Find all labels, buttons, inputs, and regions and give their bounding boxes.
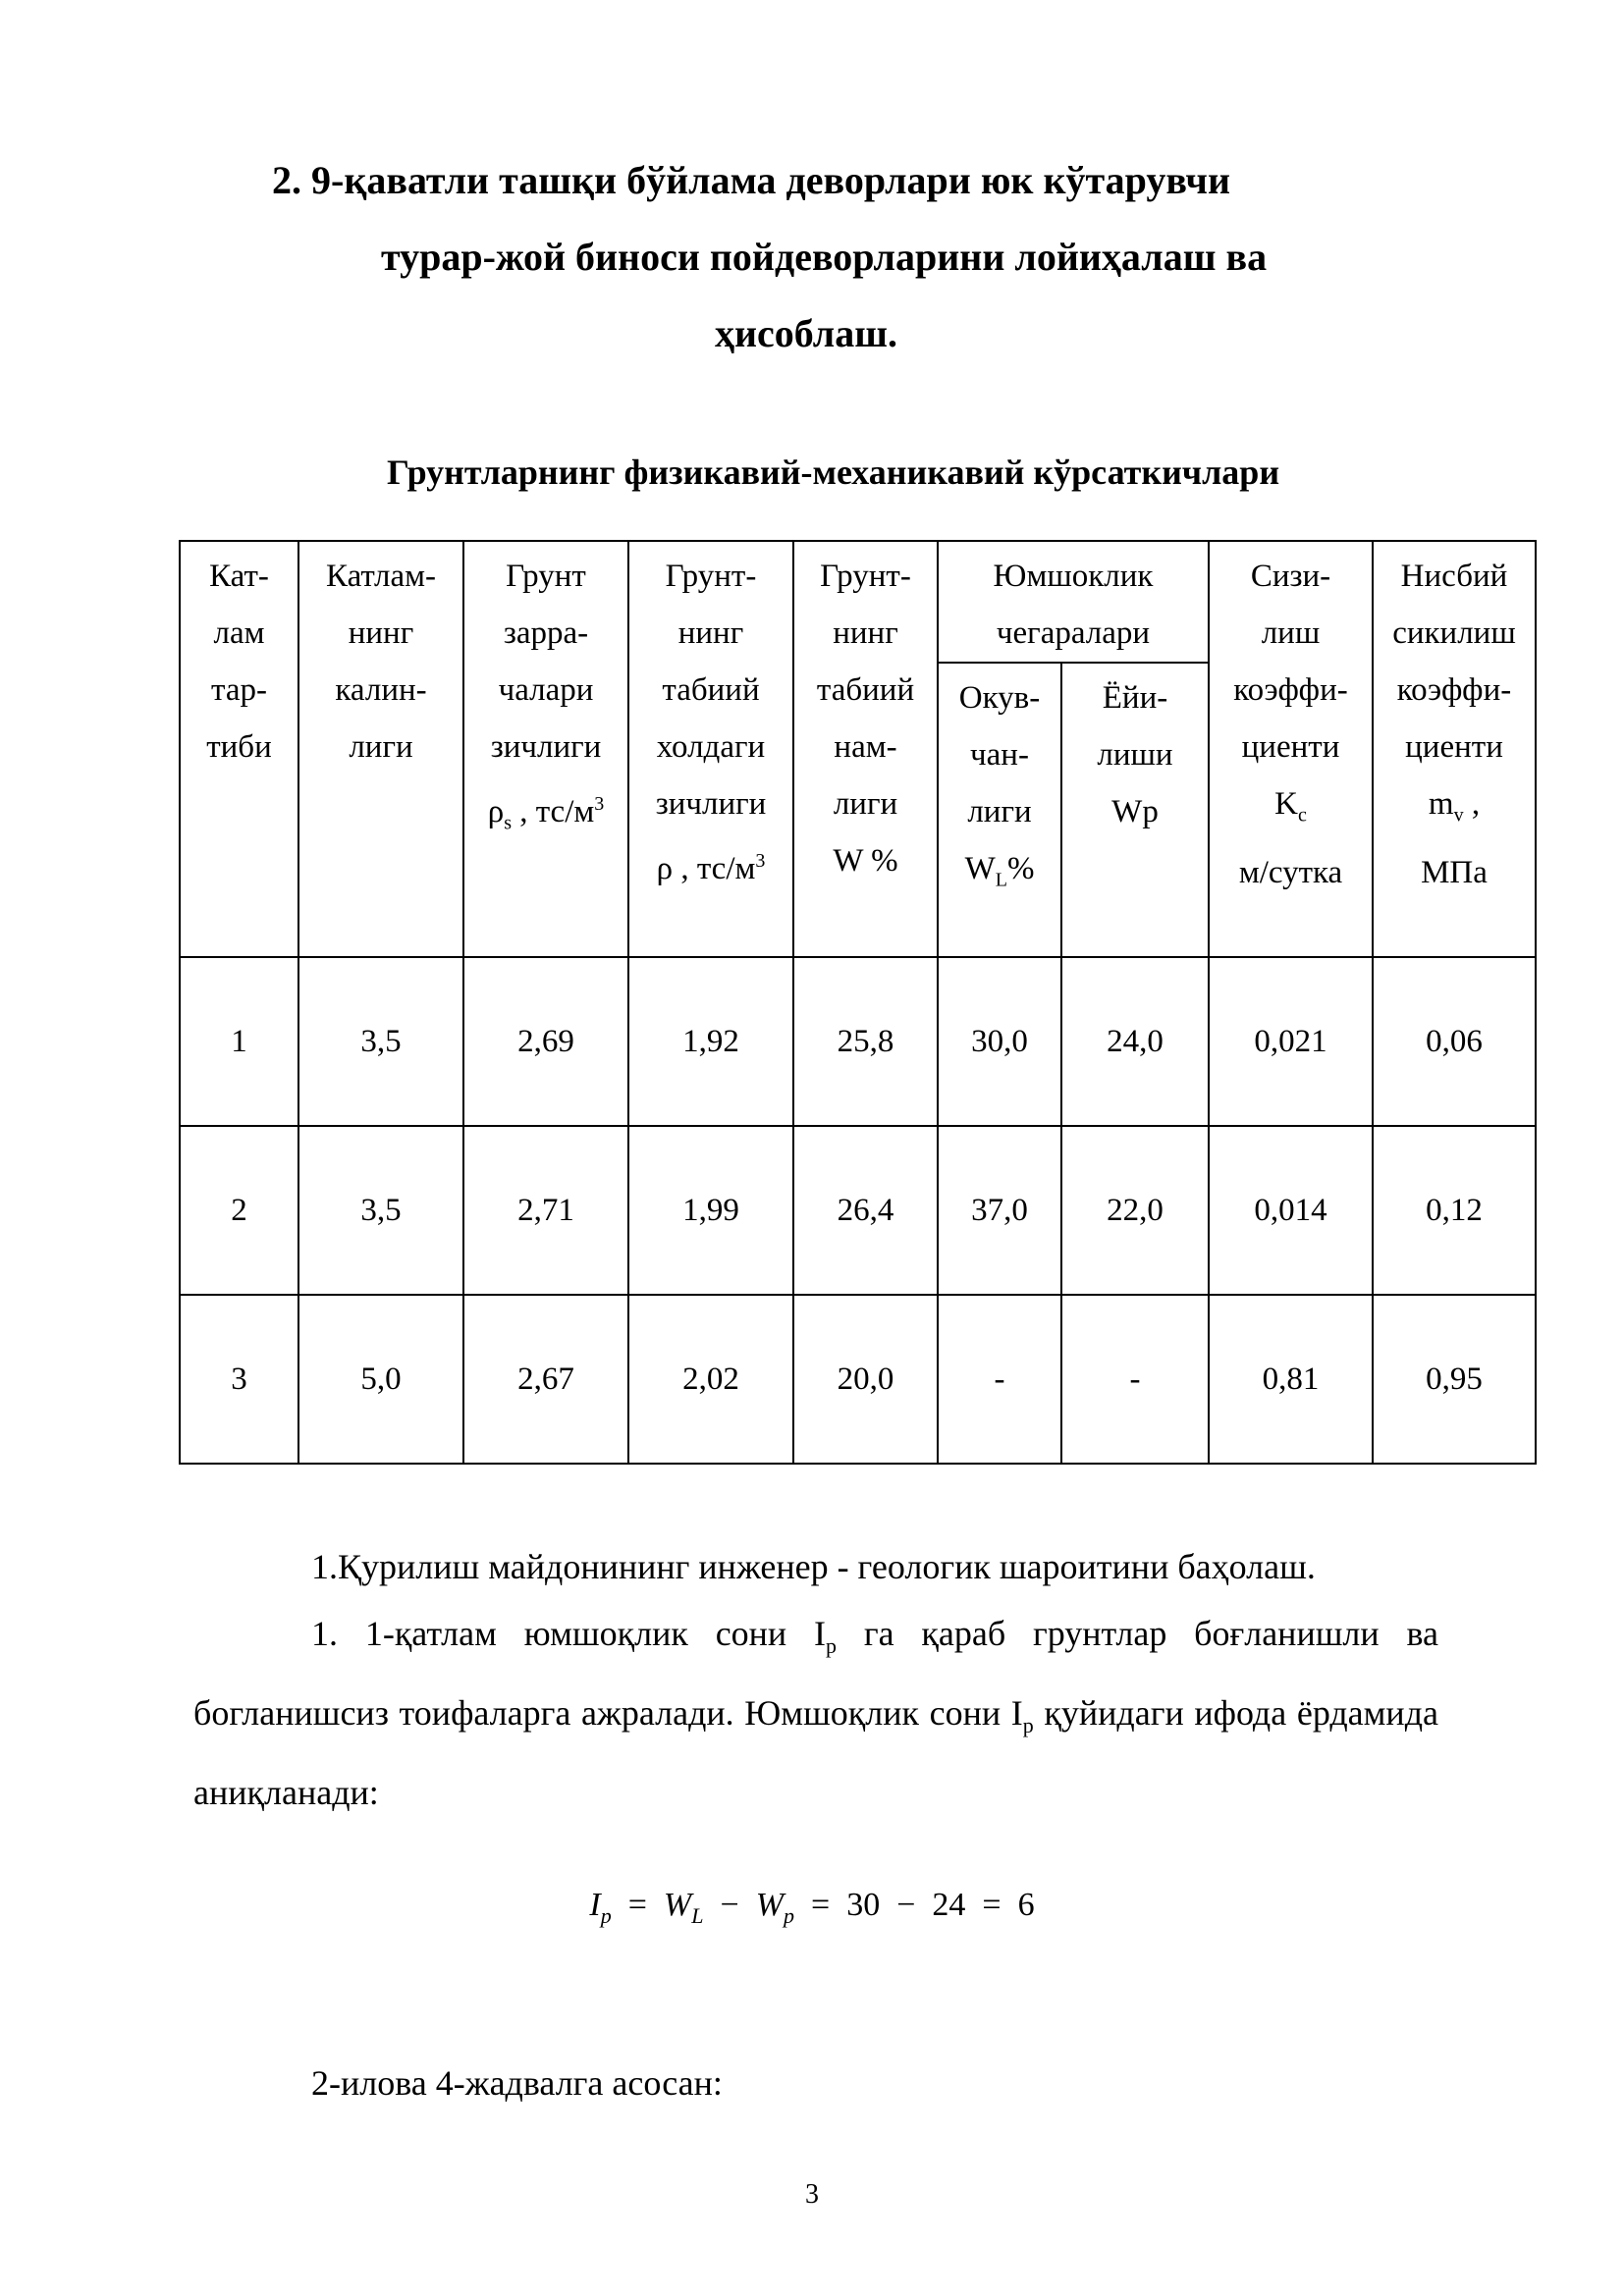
header-liquid-limit: Окув- чан- лиги $W_L\%$: [938, 663, 1061, 957]
cell-compressibility: 0,06: [1373, 957, 1536, 1126]
cell-liquid-limit: 37,0: [938, 1126, 1061, 1295]
cell-natural-density: 2,02: [628, 1295, 793, 1464]
cell-particle-density: 2,67: [463, 1295, 628, 1464]
section-heading-line-3: ҳисоблаш.: [715, 311, 898, 355]
cell-moisture: 25,8: [793, 957, 938, 1126]
paragraph-appendix-reference: 2-илова 4-жадвалга асосан:: [311, 2063, 723, 2103]
cell-filtration: 0,81: [1209, 1295, 1373, 1464]
cell-natural-density: 1,99: [628, 1126, 793, 1295]
header-plasticity-limits: Юмшоклик чегаралари: [938, 541, 1209, 663]
cell-particle-density: 2,69: [463, 957, 628, 1126]
table-row: [180, 957, 1536, 1126]
cell-moisture: 20,0: [793, 1295, 938, 1464]
header-natural-density: Грунт- нинг табиий холдаги зичлиги ρ , $тс/м^3$: [628, 541, 793, 957]
table-title: Грунтларнинг физикавий-механикавий кўрсаткичлари: [387, 453, 1280, 492]
header-filtration-coefficient: Сизи- лиш коэффи- циенти $K_c$ м/сутка: [1209, 541, 1373, 957]
cell-layer-order: 3: [180, 1295, 298, 1464]
section-heading-line-2: турар-жой биноси пойдеворларини лойиҳалаш ва: [381, 235, 1268, 279]
header-thickness: Катлам- нинг калин- лиги: [298, 541, 463, 957]
cell-liquid-limit: 30,0: [938, 957, 1061, 1126]
cell-plastic-limit: 22,0: [1061, 1126, 1209, 1295]
header-plastic-limit: Ёйи- лиши Wp: [1061, 663, 1209, 957]
soil-properties-table: [179, 540, 1537, 1465]
plasticity-index-formula: $I_p = W_L - W_p = 30 - 24 = 6$: [589, 1887, 1035, 1928]
cell-filtration: 0,014: [1209, 1126, 1373, 1295]
header-compressibility-coefficient: Нисбий сикилиш коэффи- циенти $m_v$ , МПа: [1373, 541, 1536, 957]
section-heading-line-1: 2. 9-қаватли ташқи бўйлама деворлари юк кўтарувчи: [272, 158, 1231, 202]
page-number: 3: [805, 2179, 819, 2210]
cell-particle-density: 2,71: [463, 1126, 628, 1295]
cell-compressibility: 0,95: [1373, 1295, 1536, 1464]
table-row: [180, 1126, 1536, 1295]
header-moisture: Грунт- нинг табиий нам- лиги W %: [793, 541, 938, 957]
header-particle-density: Грунт зарра- чалари зичлиги $\rho_s$ , $тс/м^3$: [463, 541, 628, 957]
cell-thickness: 3,5: [298, 1126, 463, 1295]
table-row: [180, 1295, 1536, 1464]
cell-liquid-limit: -: [938, 1295, 1061, 1464]
cell-moisture: 26,4: [793, 1126, 938, 1295]
cell-compressibility: 0,12: [1373, 1126, 1536, 1295]
header-layer-order: Кат- лам тар- тиби: [180, 541, 298, 957]
cell-filtration: 0,021: [1209, 957, 1373, 1126]
cell-layer-order: 1: [180, 957, 298, 1126]
cell-thickness: 3,5: [298, 957, 463, 1126]
cell-plastic-limit: 24,0: [1061, 957, 1209, 1126]
cell-natural-density: 1,92: [628, 957, 793, 1126]
cell-layer-order: 2: [180, 1126, 298, 1295]
cell-plastic-limit: -: [1061, 1295, 1209, 1464]
paragraph-site-assessment: 1.Қурилиш майдонининг инженер - геологик шароитини баҳолаш.: [311, 1547, 1316, 1586]
cell-thickness: 5,0: [298, 1295, 463, 1464]
paragraph-plasticity-index: 1. 1-қатлам юмшоқлик сони $I_p$ га қараб грунтлар боғланишли ва богланишсиз тоифаларга ажралади. Юмшоқлик сони $I_p$ қуйидаги ифода ёрдамида аниқланади:: [193, 1614, 1438, 1813]
